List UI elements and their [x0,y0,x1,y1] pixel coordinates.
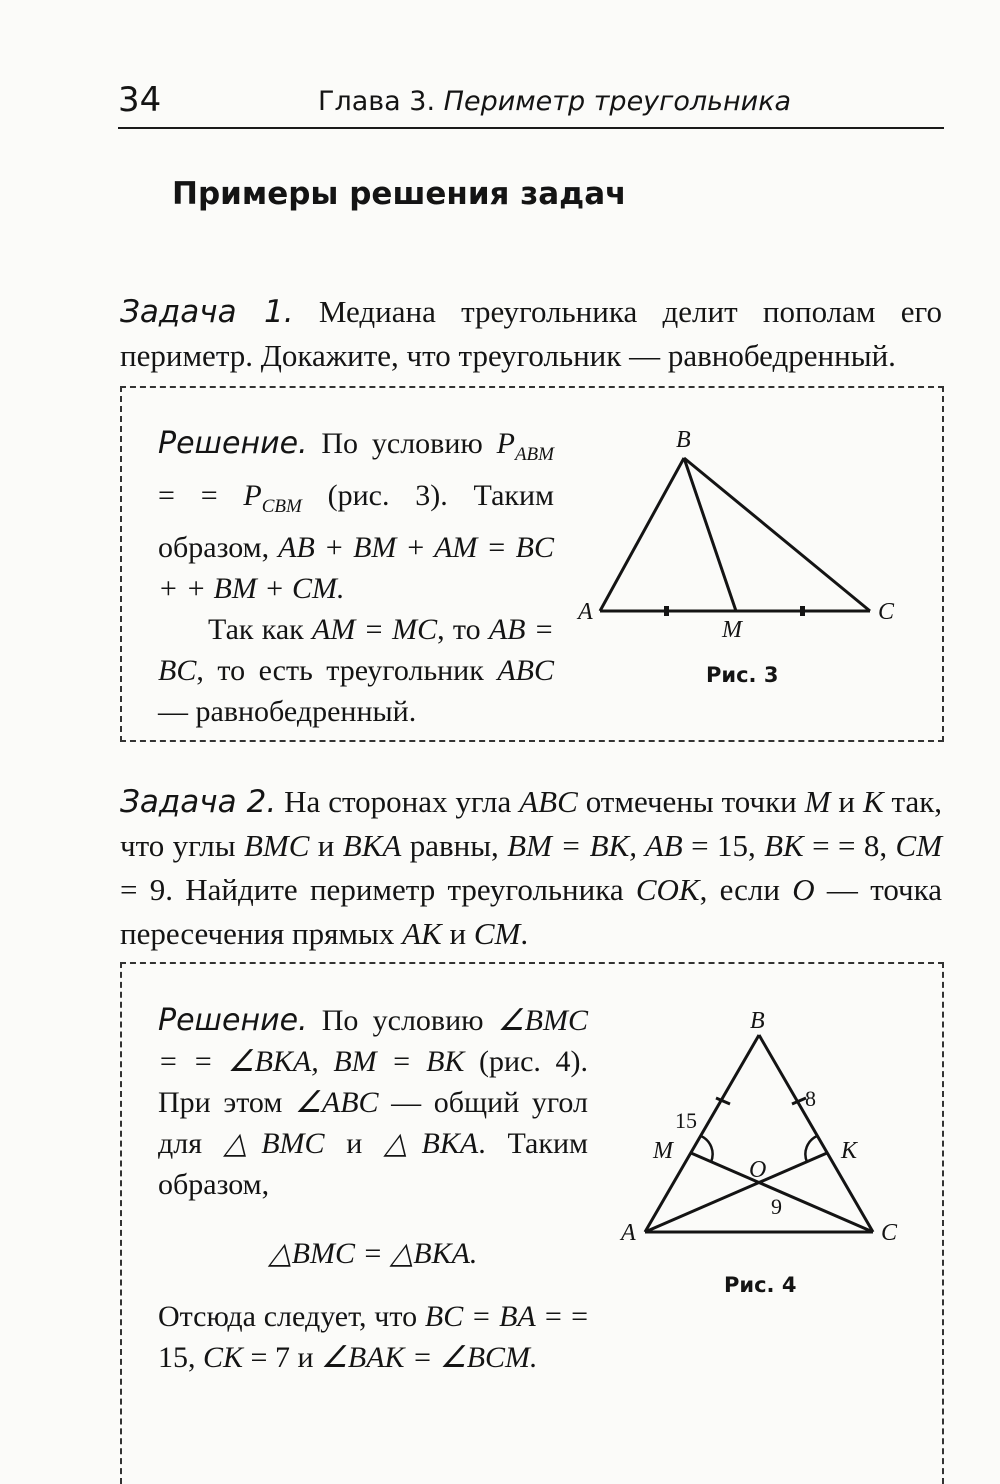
text-span: . [520,916,529,951]
text-span: — равнобедренный. [158,695,417,728]
text-span: , то есть треугольник [196,654,498,687]
text-span: (рис. 4). При этом [158,1045,589,1119]
segment-ab [600,458,684,611]
label-length-8: 8 [805,1086,816,1111]
math-span: BM = BK, AB [507,828,683,863]
label-a: A [621,1220,636,1246]
text-span: (рис. 3). Таким образом, [158,479,555,564]
text-span: По условию [321,427,497,460]
text-span: так, что углы [120,784,943,863]
solution-2-label: Решение. [158,1003,308,1038]
tick-mark [664,606,669,616]
text-span: и [309,828,343,863]
math-span: BMC [243,828,310,863]
text-span: . Таким образом, [158,1127,588,1201]
text-span: , если [699,872,793,907]
solution-1-text [158,423,554,732]
label-c: C [878,599,895,625]
label-o: O [749,1157,767,1183]
solution-2-text [158,1000,588,1378]
math-span: BC = BA = [424,1300,564,1333]
label-a: A [578,599,593,625]
text-span: = = [158,479,244,512]
math-span: K [862,784,884,819]
math-span: △BKA [384,1127,479,1160]
figure-3 [570,425,910,645]
subscript: CBM [261,496,302,517]
text-span: и [830,784,863,819]
chapter-number: Глава 3. [318,86,436,117]
text-span: = 15, [682,828,765,863]
math-span: P [243,479,262,512]
math-span: BK [764,828,804,863]
solution-2-para-2 [158,1296,588,1378]
solution-1-para-1 [158,423,554,609]
text-span: отмечены точки [577,784,805,819]
text-span: По условию [321,1004,498,1037]
math-span: ∠BAK = ∠BCM. [321,1341,538,1374]
text-span: и [324,1127,385,1160]
problem-1-text: Медиана треугольника делит пополам его периметр. Докажите, что треугольник — равнобедренный. [120,294,942,373]
math-span: O [792,872,815,907]
section-title: Примеры решения задач [172,176,627,212]
text-span: Так как [208,613,313,646]
text-span: = 9. Найдите периметр треугольника [120,872,636,907]
problem-2 [120,780,942,956]
solution-1-label: Решение. [158,426,308,461]
math-span: △BMC [223,1127,325,1160]
math-span: ∠ABC [294,1086,379,1119]
header-rule [118,127,944,129]
segment-cm [691,1153,873,1232]
running-header [318,86,791,117]
label-c: C [881,1220,898,1246]
math-span: COK [635,872,700,907]
segment-ak [645,1153,827,1232]
text-span: , то [437,613,489,646]
figure-3-caption: Рис. 3 [706,663,779,687]
solution-1-para-2 [158,609,554,732]
math-span: AK [402,916,442,951]
math-span: CM [895,828,943,863]
math-span: M [804,784,831,819]
math-span: BKA [342,828,402,863]
solution-2-para-1 [158,1000,588,1205]
label-b: B [750,1008,765,1034]
math-span: ABC [519,784,578,819]
label-length-9: 9 [771,1194,782,1219]
subscript: ABM [514,444,554,465]
problem-1 [120,290,942,378]
problem-1-label: Задача 1. [120,294,294,330]
figure-4 [605,1000,925,1250]
label-m: M [653,1138,673,1164]
tick-mark [800,606,805,616]
text-span: На сторонах угла [284,784,520,819]
problem-2-label: Задача 2. [120,784,277,820]
math-span: ABC [497,654,554,687]
text-span: = = 8, [803,828,896,863]
label-length-15: 15 [675,1108,697,1133]
text-span: — точка пересечения прямых [120,872,942,951]
math-span: ∠BMC = = ∠BKA, BM = BK [158,1004,588,1078]
page-number: 34 [118,80,162,120]
text-span: и [441,916,474,951]
label-b: B [676,427,691,453]
math-span: AB + BM + AM = BC + + BM + CM. [158,531,554,605]
math-span: AM = MC [312,613,438,646]
label-m: M [722,617,742,643]
segment-bc [684,458,870,611]
math-span: AB = BC [158,613,555,687]
chapter-title: Периметр треугольника [443,86,792,117]
math-span: P [496,427,515,460]
figure-4-caption: Рис. 4 [724,1273,797,1297]
segment-ab [645,1035,759,1232]
text-span: = 15, [158,1300,588,1374]
text-span: = 7 и [243,1341,322,1374]
math-span: CM [473,916,521,951]
label-k: K [841,1138,858,1164]
text-span: равны, [401,828,508,863]
congruence-equation: △BMC = △BKA. [268,1237,478,1270]
math-span: CK [203,1341,244,1374]
text-span: Отсюда следует, что [158,1300,425,1333]
text-span: — общий угол для [158,1086,588,1160]
